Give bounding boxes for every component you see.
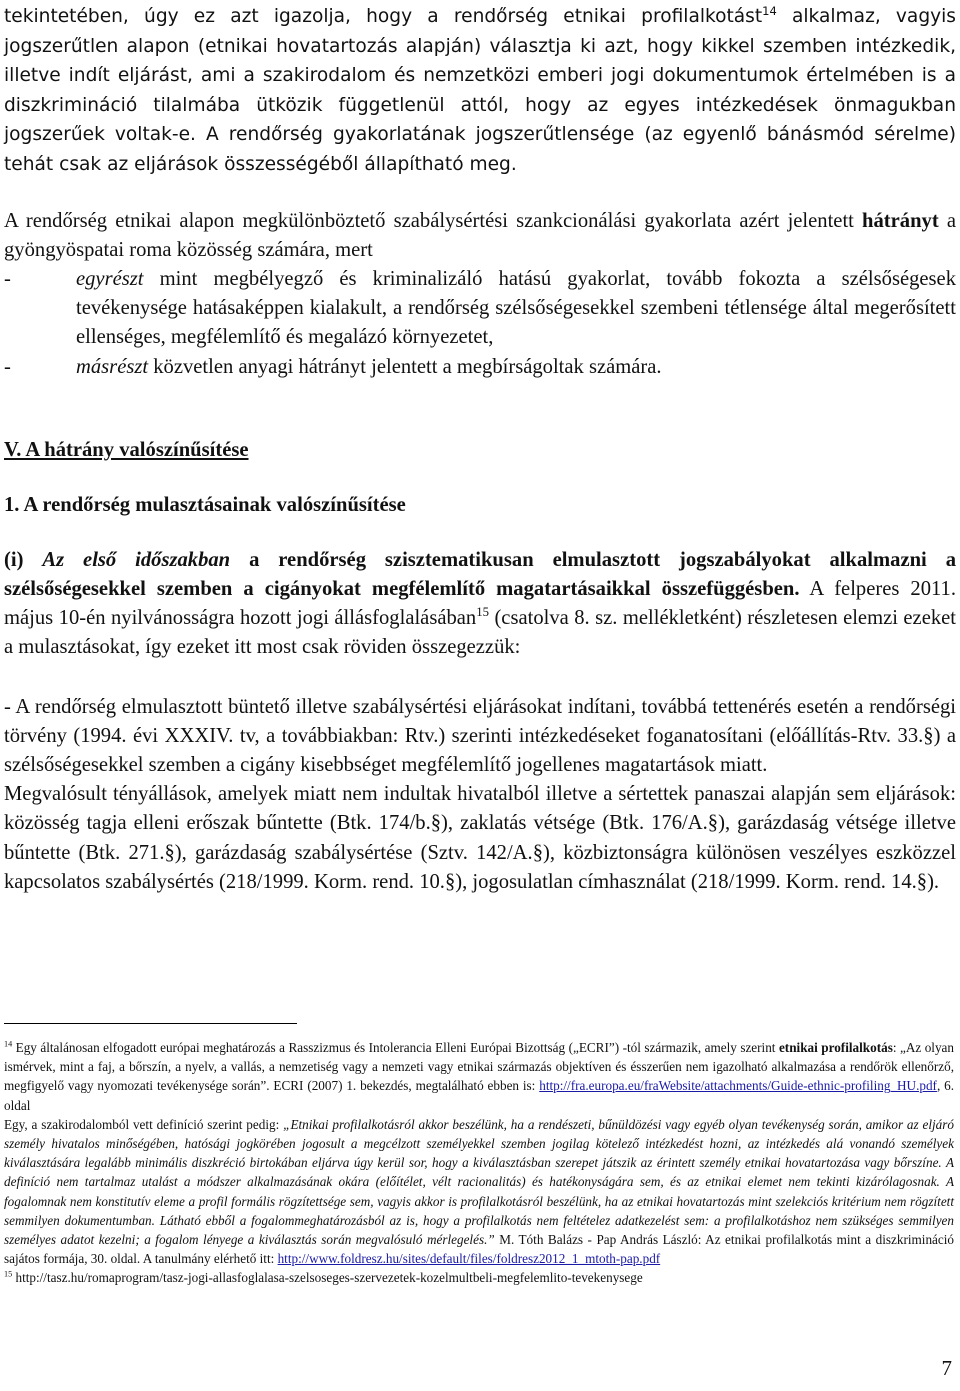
bullet-dash: - [4, 267, 11, 290]
emphasis: másrészt [76, 355, 149, 378]
footnote-ref-15[interactable]: 15 [476, 605, 489, 620]
text: közvetlen anyagi hátrányt jelentett a megbírságoltak számára. [148, 355, 662, 378]
subsection-heading: 1. A rendőrség mulasztásainak valószínűsítése [4, 493, 406, 516]
paragraph-intro [4, 2, 956, 180]
footnote-number: 14 [4, 1039, 13, 1049]
link-fra-guide[interactable]: http://fra.europa.eu/fraWebsite/attachments/Guide-ethnic-profiling_HU.pdf [539, 1078, 937, 1094]
section-heading: V. A hátrány valószínűsítése [4, 438, 249, 461]
text [76, 265, 956, 353]
bold-text: etnikai profilalkotás [778, 1040, 893, 1055]
footnote-14 [4, 1038, 954, 1268]
emphasis: Az első időszakban [42, 548, 231, 571]
text: , 6. oldal [4, 1078, 955, 1113]
text: a gyöngyöspatai roma közösség számára, mert [4, 209, 956, 261]
text [76, 353, 956, 382]
footnote-15 [4, 1268, 954, 1287]
footnote-number: 15 [4, 1270, 13, 1280]
text: A felperes 2011. május 10-én nyilvánosságra hozott jogi állásfoglalásában [4, 577, 956, 630]
paragraph-offences: Megvalósult tényállások, amelyek miatt nem indultak hivatalból illetve a sértettek panaszai alapján sem eljárások: közösség tagja elleni erőszak bűntette (Btk. 174/b.§), zaklatás vétsége (Btk. 176/A.§), garázdaság vétsége illetve bűntette (Btk. 271.§), garázdaság szabálysértése (Sztv. 142/A.§), közbiztonságra különösen veszélyes eszközzel kapcsolatos szabálysértés (218/1999. Korm. rend. 10.§), jogosulatlan címhasználat (218/1999. Korm. rend. 14.§). [4, 783, 956, 893]
bold-text: (i) [4, 548, 43, 571]
paragraph-disadvantage [4, 207, 956, 382]
footnote-separator [4, 1023, 297, 1024]
document-page [4, 0, 956, 897]
text: : „Az olyan ismérvek, mint a faj, a bőrszín, a nyelv, a vallás, a nemzetiség vagy a nemzeti vagy etnikai származás objektíven és ésszerűen nem igazolható alkalmazása a rendőrök ellenőrző, megfigyelő vagy nyomozati tevékenysége során”. ECRI (2007) 1. bekezdés, megtalálható ebben is: [4, 1040, 954, 1094]
text: alkalmaz, vagyis jogszerűtlen alapon (etnikai hovatartozás alapján) választja ki azt, hogy kikkel szemben intézkedik, illetve indít eljárást, ami a szakirodalom és nemzetközi emberi jogi dokumentumok értelmében is a diszkrimináció tilalmába ütközik függetlenül attól, hogy az egyes intézkedések önmagukban jogszerűek voltak-e. A rendőrség gyakorlatának jogszerűtlensége (az egyenlő bánásmód sérelme) tehát csak az eljárások összességéből állapítható meg. [4, 6, 956, 175]
text: tekintetében, úgy ez azt igazolja, hogy a rendőrség etnikai profilalkotást [4, 6, 763, 27]
paragraph-first-period [4, 546, 956, 663]
text: mint megbélyegző és kriminalizáló hatású gyakorlat, tovább fokozta a szélsőségesek tevékenysége hatásaképpen kialakult, a rendőrség szélsőségesekkel szembeni tétlensége által megerősített ellenséges, megfélemlítő és megalázó környezetet, [76, 267, 956, 349]
bold-text: hátrányt [862, 209, 939, 232]
paragraph-omissions: - A rendőrség elmulasztott büntető illetve szabálysértési eljárásokat indítani, továbbá tettenérés esetén a rendőrségi törvény (1994. évi XXXIV. tv, a továbbiakban: Rtv.) szerinti intézkedéseket foganatosítani (előállítás-Rtv. 33.§) a szélsőségesekkel szemben a cigány kisebbséget megfélemlítő jogellenes magatartások miatt. [4, 695, 956, 776]
list-item [4, 265, 956, 353]
text: Egy általánosan elfogadott európai meghatározás a Rasszizmus és Intolerancia Elleni Európai Bizottság („ECRI”) -tól származik, amely szerint [12, 1040, 779, 1055]
list-item [4, 353, 956, 382]
emphasis: egyrészt [76, 267, 144, 290]
footnotes [4, 1038, 954, 1288]
bullet-dash: - [4, 355, 11, 378]
text [4, 207, 956, 265]
page-number: 7 [941, 1356, 952, 1380]
text: Egy, a szakirodalomból vett definíció szerint pedig: [4, 1116, 284, 1132]
emphasis: „Etnikai profilalkotásról akkor beszélünk, ha a rendészeti, bűnüldözési vagy egyéb olyan tevékenység során, amikor az eljáró személy hivatalos minőségében, hatósági jogkörében jogosult a megcélzott személyekkel szemben jogilag kötelező intézkedést hozni, az intézkedés alá vonandó személyek kiválasztására legalább minimális diszkréció birtokában eljárva úgy kerül sor, hogy a kiválasztásban szerepet játszik az érintett személy etnikai hovatartozása vagy bőrszíne. A definíció nem tartalmaz utalást a módszer alkalmazásának okára (előítélet, vélt racionalitás) és hatékonyságára sem, és az etnikai elemet nem tekinti kizárólagosnak. A fogalomnak nem konstitutív eleme a profil formális rögzítettsége sem, vagyis akkor is profilalkotásról beszélünk, ha az etnikai hovatartozás mint szelekciós kritérium nem rögzített semmilyen dokumentumban. Látható ebből a fogalommeghatározásból az is, hogy a profilalkotás nem feltételez adatkezelést sem: a profilalkotáshoz nem szükséges semmilyen személyes adatot kezelni; a fogalom lényege a kiválasztás során megvalósuló mérlegelés.” [4, 1116, 954, 1248]
text: (csatolva 8. sz. mellékletként) részletesen elemzi ezeket a mulasztásokat, így ezeket itt most csak röviden összegezzük: [4, 607, 956, 659]
link-foldresz[interactable]: http://www.foldresz.hu/sites/default/files/foldresz2012_1_mtoth-pap.pdf [277, 1251, 661, 1267]
text: M. Tóth Balázs - Pap András László: Az etnikai profilalkotás mint a diszkrimináció sajátos formája, 30. oldal. A tanulmány elérhető itt: [4, 1232, 954, 1267]
footnote-url: http://tasz.hu/romaprogram/tasz-jogi-allasfoglalasa-szelsoseges-szervezetek-kozelmultbeli-megfelemlito-tevekenysege [12, 1270, 643, 1286]
bold-text: a rendőrség szisztematikusan elmulasztott jogszabályokat alkalmazni a szélsőségesekkel szemben a cigányokat megfélemlítő magatartásaikkal összefüggésben. [4, 548, 956, 600]
text: A rendőrség etnikai alapon megkülönböztető szabálysértési szankcionálási gyakorlata azért jelentett [4, 209, 863, 232]
footnote-ref-14[interactable]: 14 [762, 3, 777, 18]
